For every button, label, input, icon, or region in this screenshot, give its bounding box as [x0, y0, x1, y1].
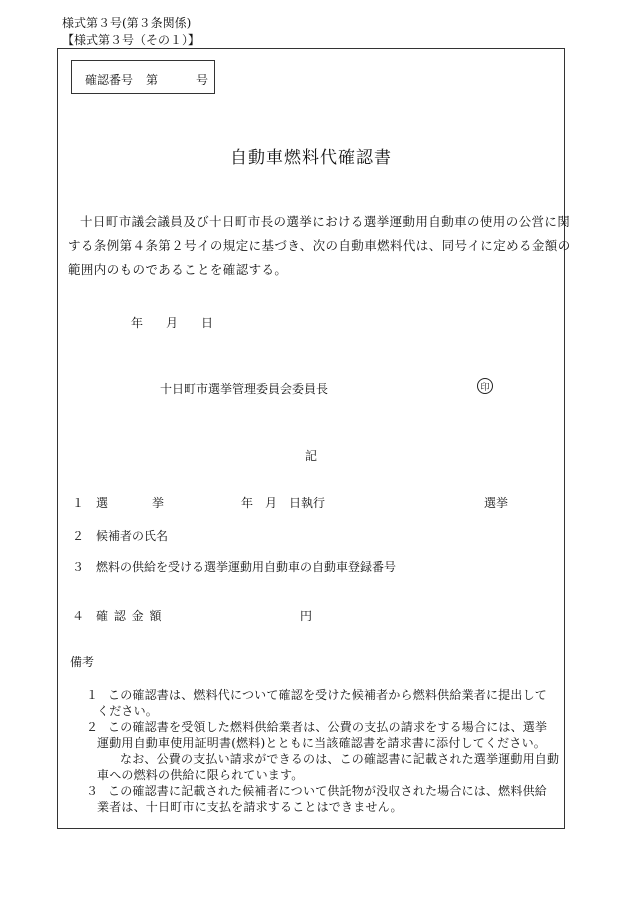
signer-title: 十日町市選挙管理委員会委員長 — [160, 382, 329, 396]
remark-3-line-2: 業者は、十日町市に支払を請求することはできません。 — [97, 800, 403, 814]
body-line-2: する条例第４条第２号イの規定に基づき、次の自動車燃料代は、同号イに定める金額の — [68, 238, 571, 253]
remark-1-line-2: ください。 — [97, 704, 159, 718]
remark-2-number: ２ — [86, 720, 99, 734]
item-4-number: ４ — [72, 609, 85, 623]
document-title: 自動車燃料代確認書 — [230, 148, 392, 168]
remark-2-line-1: この確認書を受領した燃料供給業者は、公費の支払の請求をする場合には、選挙 — [108, 720, 548, 734]
date-day: 日 — [201, 316, 214, 330]
remark-3-line-1: この確認書に記載された候補者について供託物が没収された場合には、燃料供給 — [108, 784, 547, 798]
item-3-label: 燃料の供給を受ける選挙運動用自動車の自動車登録番号 — [96, 560, 397, 574]
remarks-heading: 備考 — [70, 655, 95, 669]
item-1-number: １ — [72, 496, 85, 510]
item-1-election-date: 年 月 日執行 — [241, 496, 326, 510]
item-2-label: 候補者の氏名 — [96, 529, 169, 543]
item-4-unit: 円 — [300, 609, 313, 623]
date-month: 月 — [166, 316, 179, 330]
form-subreference: 【様式第３号（その１）】 — [62, 33, 201, 47]
confirmation-number-dai: 第 — [146, 73, 159, 87]
remark-2-line-3: なお、公費の支払い請求ができるのは、この確認書に記載された選挙運動用自動 — [120, 752, 560, 766]
remark-1-line-1: この確認書は、燃料代について確認を受けた候補者から燃料供給業者に提出して — [108, 688, 547, 702]
remark-2-line-4: 車への燃料の供給に限られています。 — [97, 768, 304, 782]
remark-2-line-2: 運動用自動車使用証明書(燃料)とともに当該確認書を請求書に添付してください。 — [97, 736, 546, 750]
date-year: 年 — [131, 316, 144, 330]
confirmation-number-box — [71, 60, 215, 94]
item-4-label: 確 認 金 額 — [96, 609, 163, 623]
ki-heading: 記 — [305, 449, 318, 463]
remark-3-number: ３ — [86, 784, 99, 798]
seal-mark: 印 — [477, 378, 493, 394]
item-1-label: 選 挙 — [96, 496, 167, 510]
item-1-suffix: 選挙 — [484, 496, 509, 510]
form-reference: 様式第３号(第３条関係) — [62, 16, 192, 30]
confirmation-number-label: 確認番号 — [85, 73, 134, 87]
item-2-number: ２ — [72, 529, 85, 543]
remark-1-number: １ — [86, 688, 99, 702]
body-line-3: 範囲内のものであることを確認する。 — [68, 262, 288, 277]
item-3-number: ３ — [72, 560, 85, 574]
body-line-1: 十日町市議会議員及び十日町市長の選挙における選挙運動用自動車の使用の公営に関 — [80, 214, 571, 229]
confirmation-number-go: 号 — [196, 73, 209, 87]
